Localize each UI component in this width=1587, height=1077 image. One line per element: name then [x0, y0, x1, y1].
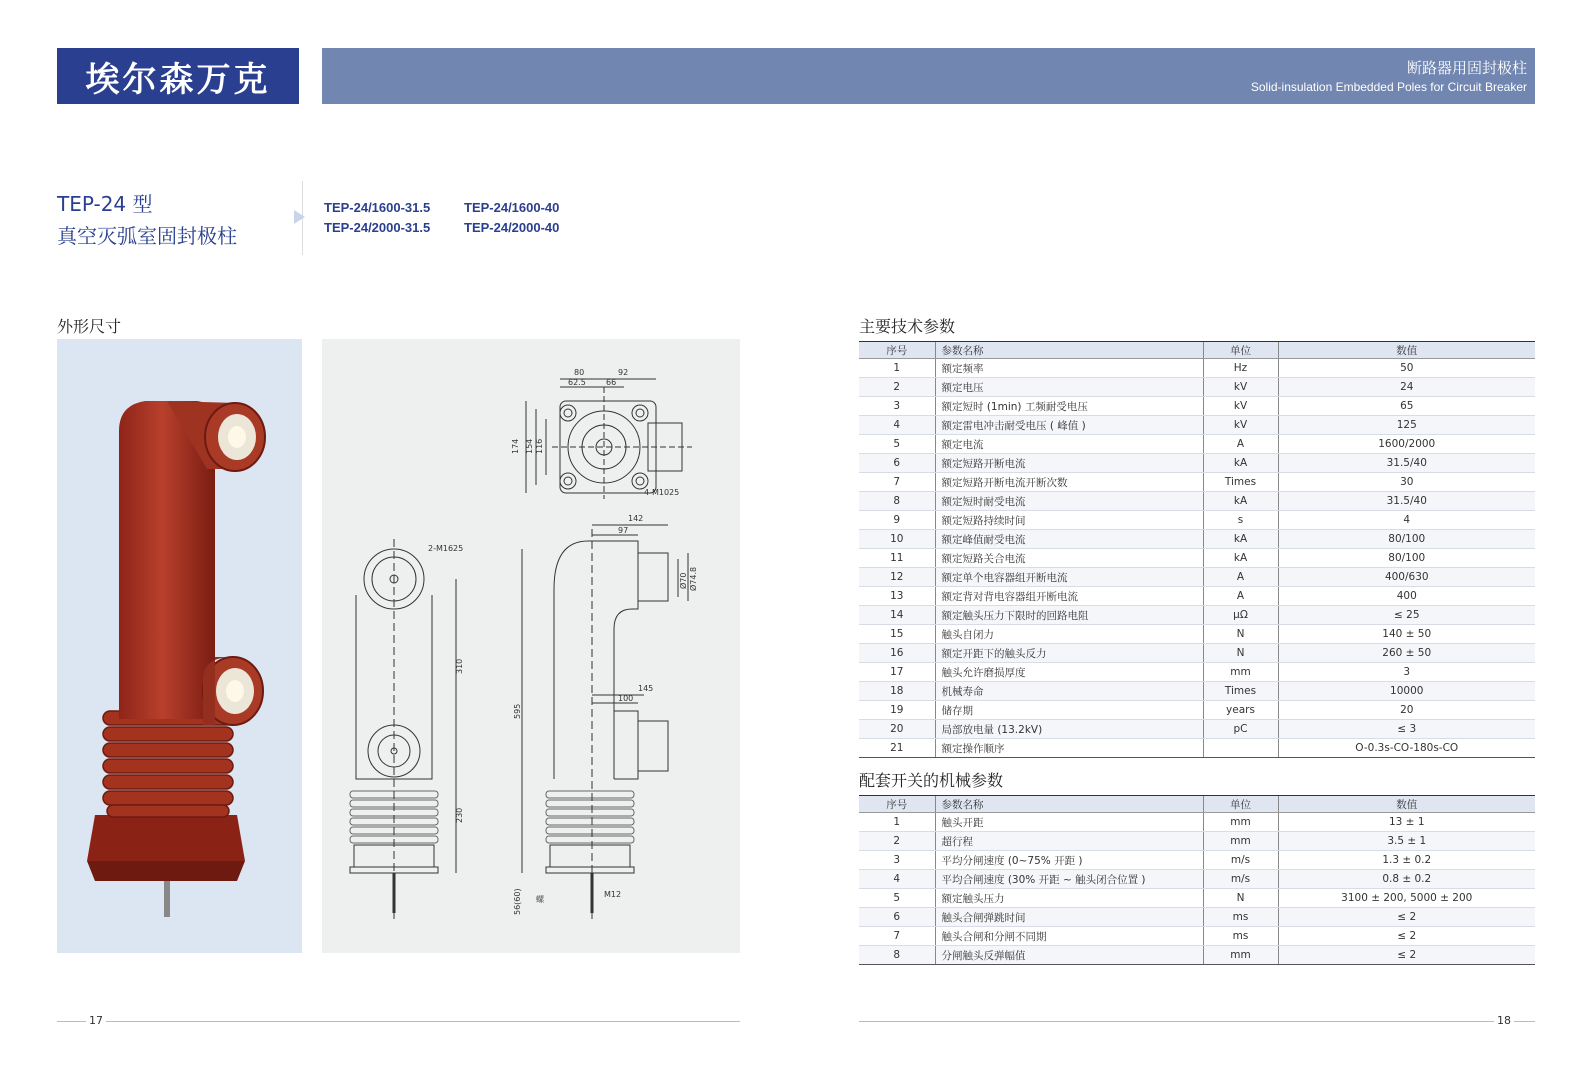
header-banner	[322, 48, 1535, 104]
col-header-unit: 单位	[1203, 342, 1278, 359]
row-index: 6	[859, 908, 935, 927]
col-header-value: 数值	[1278, 342, 1535, 359]
dim-label: Ø70	[679, 572, 688, 589]
banner-title-cn: 断路器用固封极柱	[1406, 59, 1527, 77]
row-index: 16	[859, 644, 935, 663]
row-value: 50	[1278, 359, 1535, 378]
row-value: 31.5/40	[1278, 492, 1535, 511]
dim-label: 145	[638, 684, 654, 693]
row-value: 400	[1278, 587, 1535, 606]
row-unit: μΩ	[1203, 606, 1278, 625]
front-view	[350, 539, 456, 919]
col-header-index: 序号	[859, 342, 935, 359]
row-unit: ms	[1203, 908, 1278, 927]
row-index: 20	[859, 720, 935, 739]
top-view	[526, 379, 692, 499]
row-param-name: 额定触头压力	[935, 889, 1203, 908]
table-row	[859, 378, 1535, 397]
row-value: 1600/2000	[1278, 435, 1535, 454]
row-param-name: 触头自闭力	[935, 625, 1203, 644]
row-param-name: 额定雷电冲击耐受电压 ( 峰值 )	[935, 416, 1203, 435]
row-param-name: 触头开距	[935, 813, 1203, 832]
dim-label: 100	[618, 694, 634, 703]
row-value: 125	[1278, 416, 1535, 435]
table-header-row	[859, 796, 1535, 813]
row-index: 17	[859, 663, 935, 682]
row-unit: kV	[1203, 416, 1278, 435]
table-row	[859, 530, 1535, 549]
row-param-name: 超行程	[935, 832, 1203, 851]
row-unit: kA	[1203, 549, 1278, 568]
row-value: ≤ 25	[1278, 606, 1535, 625]
row-param-name: 额定短路开断电流	[935, 454, 1203, 473]
row-unit: N	[1203, 644, 1278, 663]
row-index: 9	[859, 511, 935, 530]
row-index: 12	[859, 568, 935, 587]
dim-label: 174	[511, 438, 520, 454]
table-row	[859, 927, 1535, 946]
table-row	[859, 587, 1535, 606]
table-row	[859, 813, 1535, 832]
row-index: 18	[859, 682, 935, 701]
dim-label: 92	[618, 368, 629, 377]
row-param-name: 局部放电量 (13.2kV)	[935, 720, 1203, 739]
row-value: ≤ 2	[1278, 946, 1535, 965]
row-index: 15	[859, 625, 935, 644]
dim-label: 310	[455, 658, 464, 674]
table-row	[859, 435, 1535, 454]
row-index: 7	[859, 927, 935, 946]
dim-label: 56(60)	[513, 888, 522, 915]
tech-params-title: 主要技术参数	[859, 317, 956, 336]
row-param-name: 额定背对背电容器组开断电流	[935, 587, 1203, 606]
table-row	[859, 851, 1535, 870]
row-unit: Hz	[1203, 359, 1278, 378]
dim-label: 595	[513, 703, 522, 719]
row-index: 4	[859, 870, 935, 889]
dim-label: Ø74.8	[689, 566, 698, 591]
table-row	[859, 663, 1535, 682]
mech-params-title: 配套开关的机械参数	[859, 771, 1004, 790]
row-unit: kA	[1203, 454, 1278, 473]
tech-params-table	[859, 341, 1535, 758]
row-value: 0.8 ± 0.2	[1278, 870, 1535, 889]
mech-params-table	[859, 795, 1535, 965]
row-param-name: 额定短时 (1min) 工频耐受电压	[935, 397, 1203, 416]
table-row	[859, 908, 1535, 927]
row-index: 2	[859, 378, 935, 397]
table-row	[859, 870, 1535, 889]
table-header-row	[859, 342, 1535, 359]
row-unit: kA	[1203, 492, 1278, 511]
row-index: 19	[859, 701, 935, 720]
row-index: 4	[859, 416, 935, 435]
row-value: 80/100	[1278, 530, 1535, 549]
row-param-name: 额定峰值耐受电流	[935, 530, 1203, 549]
dim-label: 66	[606, 378, 617, 387]
banner-title-en: Solid-insulation Embedded Poles for Circuit Breaker	[1250, 80, 1527, 94]
row-value: 24	[1278, 378, 1535, 397]
row-value: 260 ± 50	[1278, 644, 1535, 663]
model-code: TEP-24/1600-31.5	[324, 200, 431, 215]
row-unit: m/s	[1203, 870, 1278, 889]
row-value: 140 ± 50	[1278, 625, 1535, 644]
row-param-name: 平均合闸速度 (30% 开距 ~ 触头闭合位置 )	[935, 870, 1203, 889]
row-value: 3	[1278, 663, 1535, 682]
row-index: 5	[859, 435, 935, 454]
dimensions-title: 外形尺寸	[57, 317, 122, 336]
row-unit: kA	[1203, 530, 1278, 549]
dim-label: 142	[628, 514, 644, 523]
footer-rule	[859, 1021, 1535, 1022]
table-row	[859, 606, 1535, 625]
row-value: 20	[1278, 701, 1535, 720]
row-param-name: 额定单个电容器组开断电流	[935, 568, 1203, 587]
dim-label: 2-M1625	[428, 544, 464, 553]
row-unit: mm	[1203, 946, 1278, 965]
row-index: 8	[859, 946, 935, 965]
row-param-name: 额定短时耐受电流	[935, 492, 1203, 511]
row-index: 7	[859, 473, 935, 492]
row-index: 1	[859, 813, 935, 832]
row-unit: ms	[1203, 927, 1278, 946]
page-number: 18	[1494, 1014, 1514, 1027]
row-unit: A	[1203, 435, 1278, 454]
dim-label: 4-M1025	[644, 488, 680, 497]
row-unit: N	[1203, 889, 1278, 908]
row-index: 13	[859, 587, 935, 606]
row-unit: A	[1203, 587, 1278, 606]
row-index: 10	[859, 530, 935, 549]
dim-label: 62.5	[568, 378, 586, 387]
row-value: ≤ 2	[1278, 927, 1535, 946]
row-param-name: 额定电流	[935, 435, 1203, 454]
row-param-name: 额定电压	[935, 378, 1203, 397]
row-value: 1.3 ± 0.2	[1278, 851, 1535, 870]
row-param-name: 分闸触头反弹幅值	[935, 946, 1203, 965]
row-unit: kV	[1203, 378, 1278, 397]
row-param-name: 机械寿命	[935, 682, 1203, 701]
table-row	[859, 568, 1535, 587]
col-header-index: 序号	[859, 796, 935, 813]
table-row	[859, 473, 1535, 492]
dim-label: 116	[535, 438, 544, 454]
table-row	[859, 397, 1535, 416]
row-index: 8	[859, 492, 935, 511]
table-row	[859, 946, 1535, 965]
row-index: 6	[859, 454, 935, 473]
dim-label: 230	[455, 807, 464, 823]
table-row	[859, 416, 1535, 435]
table-row	[859, 625, 1535, 644]
arrow-right-icon	[294, 210, 305, 224]
model-code: TEP-24/1600-40	[464, 200, 560, 215]
row-unit: Times	[1203, 682, 1278, 701]
row-value: O-0.3s-CO-180s-CO	[1278, 739, 1535, 758]
row-value: 30	[1278, 473, 1535, 492]
row-unit: m/s	[1203, 851, 1278, 870]
product-type: TEP-24 型	[57, 192, 153, 216]
table-row	[859, 739, 1535, 758]
row-param-name: 触头合闸和分闸不同期	[935, 927, 1203, 946]
table-row	[859, 549, 1535, 568]
table-row	[859, 454, 1535, 473]
product-name: 真空灭弧室固封极柱	[57, 224, 237, 248]
row-unit: years	[1203, 701, 1278, 720]
row-index: 5	[859, 889, 935, 908]
side-view	[522, 525, 688, 919]
table-row	[859, 832, 1535, 851]
row-unit: kV	[1203, 397, 1278, 416]
col-header-name: 参数名称	[935, 796, 1203, 813]
row-index: 11	[859, 549, 935, 568]
row-unit: Times	[1203, 473, 1278, 492]
row-value: 31.5/40	[1278, 454, 1535, 473]
dim-label: M12	[604, 890, 622, 899]
dim-label: 80	[574, 368, 585, 377]
row-value: 80/100	[1278, 549, 1535, 568]
row-param-name: 额定开距下的触头反力	[935, 644, 1203, 663]
model-code: TEP-24/2000-40	[464, 220, 560, 235]
row-value: 3100 ± 200, 5000 ± 200	[1278, 889, 1535, 908]
row-param-name: 平均分闸速度 (0~75% 开距 )	[935, 851, 1203, 870]
product-photo	[57, 339, 302, 953]
table-row	[859, 492, 1535, 511]
row-unit: mm	[1203, 663, 1278, 682]
row-param-name: 额定短路开断电流开断次数	[935, 473, 1203, 492]
col-header-unit: 单位	[1203, 796, 1278, 813]
col-header-value: 数值	[1278, 796, 1535, 813]
table-row	[859, 359, 1535, 378]
row-value: ≤ 2	[1278, 908, 1535, 927]
row-param-name: 触头合闸弹跳时间	[935, 908, 1203, 927]
row-param-name: 额定短路持续时间	[935, 511, 1203, 530]
row-unit: mm	[1203, 832, 1278, 851]
row-unit: pC	[1203, 720, 1278, 739]
dim-label: 154	[525, 438, 534, 454]
row-unit: s	[1203, 511, 1278, 530]
col-header-name: 参数名称	[935, 342, 1203, 359]
row-value: 4	[1278, 511, 1535, 530]
row-param-name: 额定短路关合电流	[935, 549, 1203, 568]
row-value: 13 ± 1	[1278, 813, 1535, 832]
footer-rule	[57, 1021, 740, 1022]
model-code: TEP-24/2000-31.5	[324, 220, 431, 235]
brand-logo: 埃尔森万克	[57, 48, 299, 104]
row-index: 1	[859, 359, 935, 378]
row-param-name: 额定触头压力下限时的回路电阻	[935, 606, 1203, 625]
row-unit: mm	[1203, 813, 1278, 832]
table-row	[859, 644, 1535, 663]
row-unit: N	[1203, 625, 1278, 644]
row-index: 3	[859, 851, 935, 870]
row-index: 2	[859, 832, 935, 851]
row-value: 10000	[1278, 682, 1535, 701]
dimension-drawing	[322, 339, 740, 953]
row-unit	[1203, 739, 1278, 758]
row-unit: A	[1203, 568, 1278, 587]
table-row	[859, 511, 1535, 530]
row-param-name: 触头允许磨损厚度	[935, 663, 1203, 682]
row-param-name: 额定频率	[935, 359, 1203, 378]
table-row	[859, 682, 1535, 701]
page-number: 17	[86, 1014, 106, 1027]
row-value: 3.5 ± 1	[1278, 832, 1535, 851]
row-param-name: 储存期	[935, 701, 1203, 720]
row-value: ≤ 3	[1278, 720, 1535, 739]
table-row	[859, 701, 1535, 720]
row-param-name: 额定操作顺序	[935, 739, 1203, 758]
row-index: 14	[859, 606, 935, 625]
table-row	[859, 720, 1535, 739]
table-row	[859, 889, 1535, 908]
row-value: 400/630	[1278, 568, 1535, 587]
dim-label: 97	[618, 526, 629, 535]
row-index: 21	[859, 739, 935, 758]
dim-label: 螺	[536, 895, 544, 904]
row-index: 3	[859, 397, 935, 416]
row-value: 65	[1278, 397, 1535, 416]
